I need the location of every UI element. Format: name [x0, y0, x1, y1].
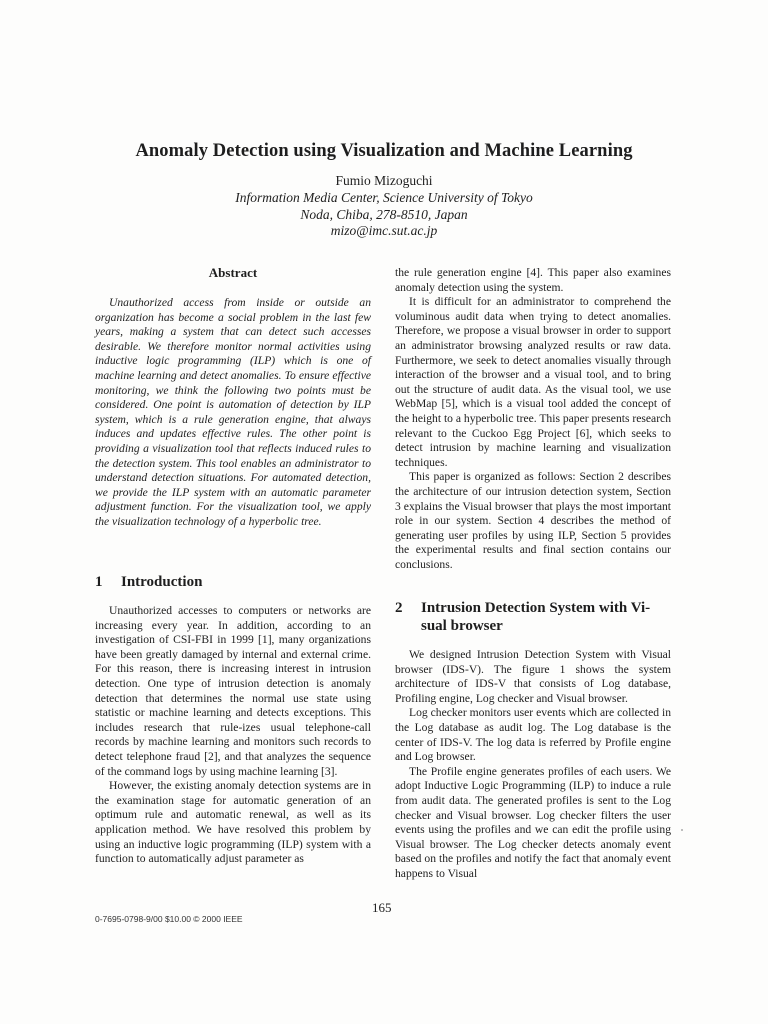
- abstract-heading: Abstract: [208, 265, 258, 280]
- paragraph: It is difficult for an administrator to comprehend the voluminous audit data when trying to detect anomalies. Therefore, we propose a visual browser in order to support an administrator browsing analyzed results or raw data. Furthermore, we seek to detect anomalies visually through interaction of the browser and a visual tool, and to bring out the structure of audit data. As the visual tool, we use WebMap [5], which is a visual tool added the concept of the height to a hyperbolic tree. This paper presents research relevant to the Cuckoo Egg Project [6], which seeks to detect intrusion by machine learning and visualization techniques.: [395, 295, 671, 469]
- paragraph: Log checker monitors user events which are collected in the Log database as audit log. The Log database is the center of IDS-V. The log data is referred by Profile engine and Log browser.: [395, 706, 671, 764]
- intro-body-left: [95, 604, 371, 867]
- author-name: Fumio Mizoguchi: [335, 173, 433, 188]
- paragraph: The Profile engine generates profiles of each users. We adopt Inductive Logic Programming (ILP) to induce a rule from audit data. The generated profiles is sent to the Log checker and Visual browser. Log checker filters the user events using the profiles and we can edit the profile using Visual browser. The Log checker detects anomaly event based on the profiles and notify the fact that anomaly event happens to Visual: [395, 764, 671, 880]
- page-number: 165: [372, 900, 392, 915]
- scan-speck: [681, 829, 683, 831]
- paragraph: the rule generation engine [4]. This paper also examines anomaly detection using the system.: [395, 266, 671, 294]
- section-2-heading: [395, 599, 675, 635]
- abstract-text: Unauthorized access from inside or outside an organization has become a social problem in the last few years, making a system that can detect such accesses desirable. We therefore monitor normal activities using inductive logic programming (ILP) which is one of machine learning and detect anomalies. To ensure effective monitoring, we think the following two points must be considered. One point is automation of detection by ILP system, which is a rule generation engine, that always induces and updates effective rules. The other point is providing a visualization tool that reflects induced rules to the detection system. This tool enables an administrator to understand detection situations. For automated detection, we provide the ILP system with an automatic parameter adjustment function. For the visualization tool, we apply the visualization technology of a hyperbolic tree.: [95, 296, 371, 528]
- copyright-notice: 0-7695-0798-9/00 $10.00 © 2000 IEEE: [95, 914, 243, 924]
- paragraph: However, the existing anomaly detection systems are in the examination stage for automatic generation of an optimum rule and automatic renewal, as well as its application method. We have resolved this problem by using an inductive logic programming (ILP) system with a function to automatically adjust parameter as: [95, 779, 371, 866]
- section-2-body: [395, 648, 671, 882]
- section-title: Introduction: [121, 574, 203, 590]
- section-number: 1: [95, 574, 103, 590]
- author-address: Noda, Chiba, 278-8510, Japan: [300, 207, 468, 222]
- paragraph: We designed Intrusion Detection System with Visual browser (IDS-V). The figure 1 shows the system architecture of IDS-V that consists of Log database, Profiling engine, Log checker and Visual browser.: [395, 648, 671, 705]
- intro-body-right: [395, 266, 671, 572]
- paragraph: This paper is organized as follows: Section 2 describes the architecture of our intrusion detection system, Section 3 explains the Visual browser that plays the most important role in our system. Section 4 describes the method of generating user profiles by using ILP, Section 5 provides the experimental results and final section contains our conclusions.: [395, 470, 671, 571]
- author-affiliation: Information Media Center, Science University of Tokyo: [235, 190, 533, 205]
- section-1-heading: [95, 573, 202, 591]
- section-title-line2: sual browser: [421, 618, 503, 634]
- section-title-line1: Intrusion Detection System with Vi-: [421, 600, 651, 616]
- section-number: 2: [395, 600, 403, 616]
- abstract-body: [95, 296, 371, 530]
- paper-title: Anomaly Detection using Visualization and Machine Learning: [135, 141, 633, 161]
- paragraph: Unauthorized accesses to computers or networks are increasing every year. In addition, according to an investigation of CSI-FBI in 1999 [1], many organizations have been greatly damaged by internal and external crime. For this reason, there is increasing interest in intrusion detection. One type of intrusion detection is anomaly detection that determines the normal use state using statistic or machine learning and detects exceptions. This includes research that rule-izes usual telephone-call records by machine learning and monitors such records to detect telephone fraud [2], and that analyzes the sequence of the command logs by using machine learning [3].: [95, 604, 371, 778]
- author-email: mizo@imc.sut.ac.jp: [330, 223, 438, 238]
